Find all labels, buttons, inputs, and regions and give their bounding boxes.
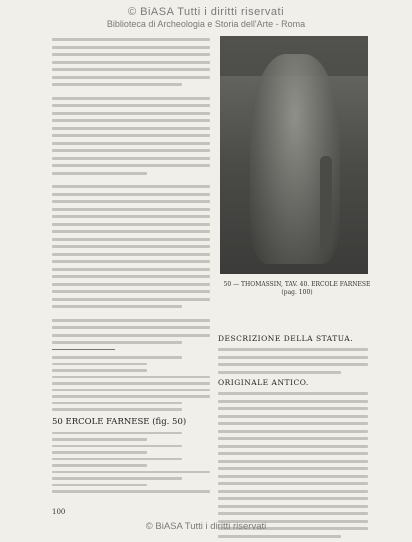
page-header <box>0 6 412 29</box>
original-text <box>218 392 368 538</box>
catalogue-entry-title: 50 ERCOLE FARNESE (fig. 50) <box>52 416 187 427</box>
header-library: Biblioteca di Archeologia e Storia dell'Arte - Roma <box>106 19 306 29</box>
header-copyright: © BiASA Tutti i diritti riservati <box>127 6 285 18</box>
description-text <box>218 348 368 374</box>
catalogue-entry-list <box>52 432 210 493</box>
description-heading: DESCRIZIONE DELLA STATUA. <box>218 334 354 343</box>
right-column <box>218 330 368 542</box>
body-text-block-4 <box>52 319 210 345</box>
footnote-rule <box>52 349 115 350</box>
figure-caption: 50 — THOMASSIN, TAV. 40. ERCOLE FARNESE (pag. 100) <box>223 281 371 296</box>
page-number: 100 <box>52 508 66 516</box>
footnotes <box>52 356 210 411</box>
statue-photo <box>220 36 368 274</box>
body-text-block-1 <box>52 38 210 86</box>
body-text-block-2 <box>52 97 210 175</box>
page-footer: © BiASA Tutti i diritti riservati <box>145 521 267 532</box>
original-heading: ORIGINALE ANTICO. <box>218 378 309 387</box>
body-text-block-3 <box>52 185 210 308</box>
left-column <box>52 38 210 497</box>
